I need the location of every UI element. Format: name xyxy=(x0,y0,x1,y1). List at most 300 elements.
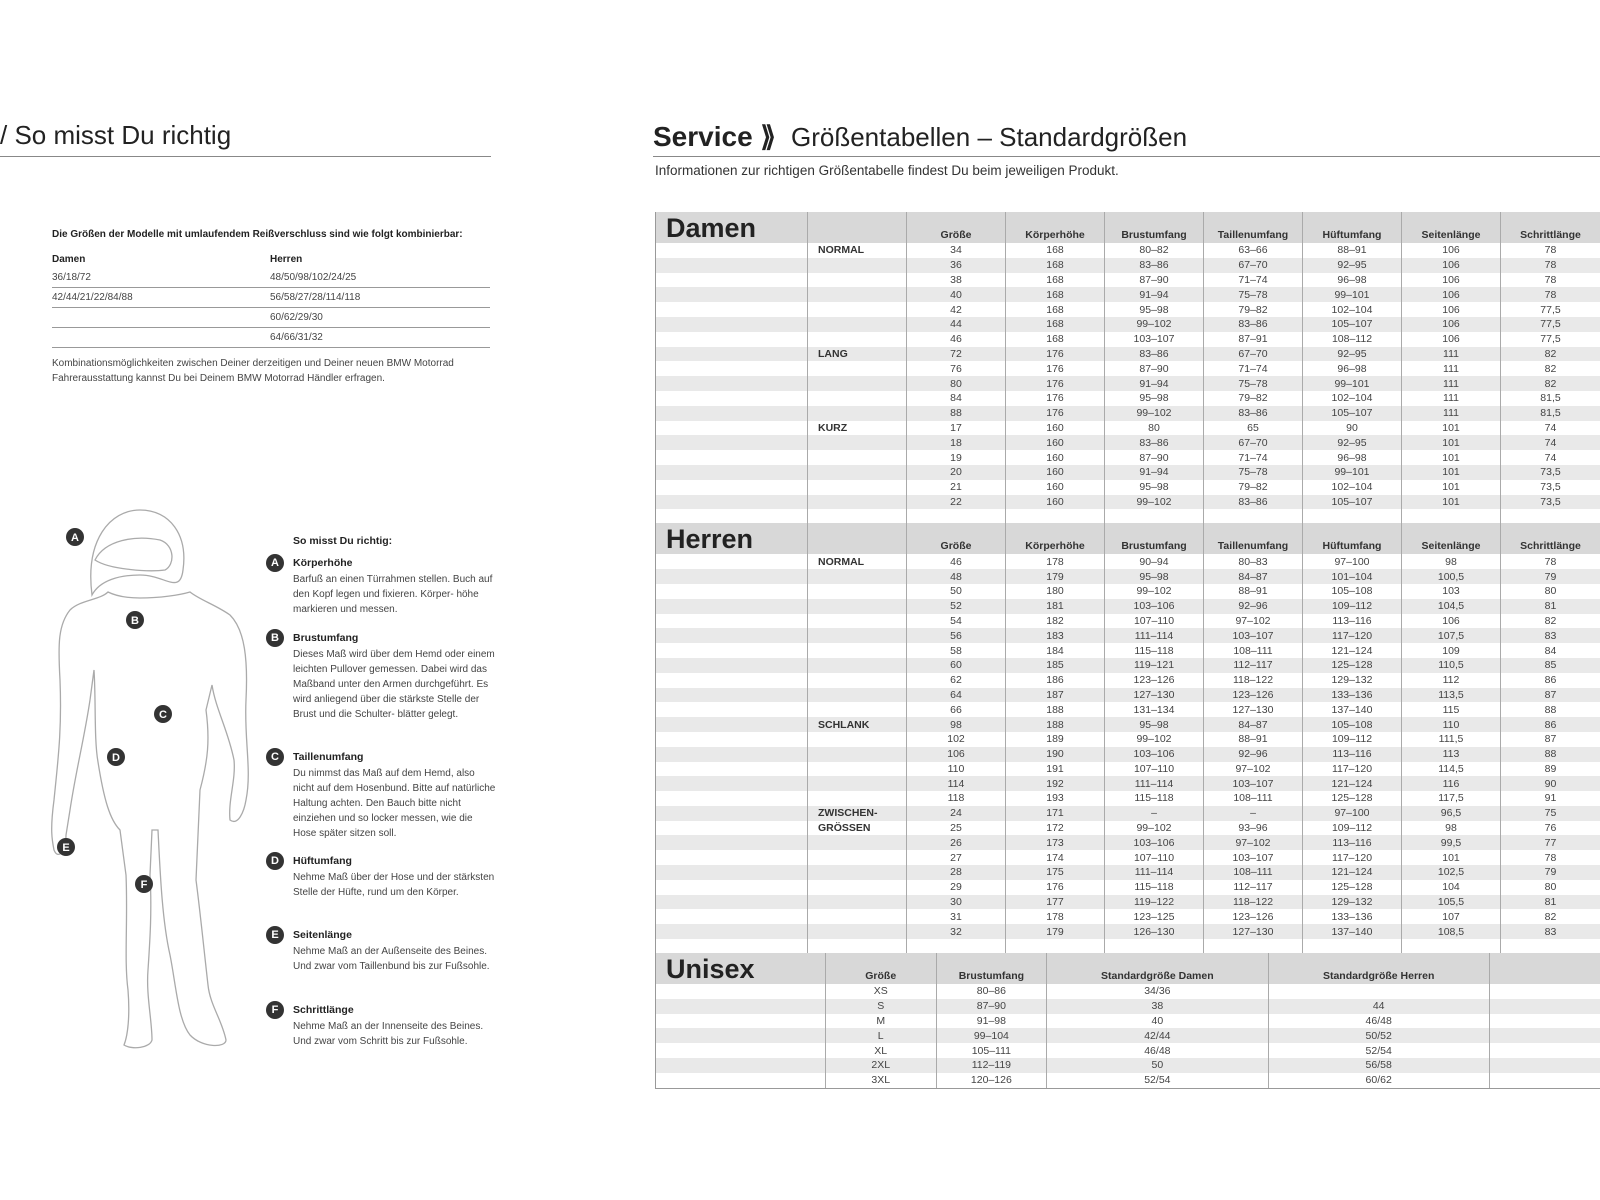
blank-cell xyxy=(656,302,808,317)
table-cell: 90 xyxy=(1303,421,1402,436)
table-cell: 105–108 xyxy=(1303,584,1402,599)
table-cell: 112–117 xyxy=(1204,658,1303,673)
table-cell: 99–104 xyxy=(936,1028,1047,1043)
blank-cell xyxy=(656,909,808,924)
blank-cell xyxy=(656,465,808,480)
group-label xyxy=(808,465,907,480)
blank-cell xyxy=(1303,939,1402,953)
table-cell: 38 xyxy=(1047,999,1268,1014)
table-cell: 99,5 xyxy=(1402,835,1501,850)
table-cell: 106 xyxy=(1402,332,1501,347)
table-cell: 80–83 xyxy=(1204,554,1303,569)
table-cell: 176 xyxy=(1006,391,1105,406)
table-cell: 75–78 xyxy=(1204,376,1303,391)
table-cell: 137–140 xyxy=(1303,702,1402,717)
table-row xyxy=(656,1073,1600,1088)
table-cell: 106 xyxy=(1402,258,1501,273)
table-row xyxy=(656,332,1600,347)
table-cell: 111 xyxy=(1402,376,1501,391)
table-cell: 18 xyxy=(907,435,1006,450)
table-cell: 174 xyxy=(1006,850,1105,865)
table-cell: 129–132 xyxy=(1303,673,1402,688)
group-label xyxy=(808,732,907,747)
table-cell: 168 xyxy=(1006,302,1105,317)
table-cell: 50/52 xyxy=(1268,1028,1489,1043)
blank-cell xyxy=(1489,984,1600,999)
table-cell: 102 xyxy=(907,732,1006,747)
column-header: Körperhöhe xyxy=(1006,212,1105,243)
table-cell: 107,5 xyxy=(1402,628,1501,643)
table-cell: 78 xyxy=(1501,273,1600,288)
group-label xyxy=(808,880,907,895)
table-cell: 176 xyxy=(1006,361,1105,376)
table-row xyxy=(656,391,1600,406)
table-cell: 104,5 xyxy=(1402,599,1501,614)
table-cell: 82 xyxy=(1501,347,1600,362)
table-row xyxy=(656,421,1600,436)
table-cell: 88–91 xyxy=(1303,243,1402,258)
table-cell: 102–104 xyxy=(1303,391,1402,406)
group-label xyxy=(808,569,907,584)
table-cell: 168 xyxy=(1006,273,1105,288)
table-cell: 183 xyxy=(1006,628,1105,643)
table-cell: 73,5 xyxy=(1501,480,1600,495)
blank-cell xyxy=(656,688,808,703)
table-cell: 125–128 xyxy=(1303,791,1402,806)
blank-cell xyxy=(656,421,808,436)
table-cell: 83 xyxy=(1501,924,1600,939)
table-row xyxy=(656,347,1600,362)
size-tables-info: Informationen zur richtigen Größentabelle findest Du beim jeweiligen Produkt. xyxy=(655,163,1119,178)
table-cell: 17 xyxy=(907,421,1006,436)
blank-cell xyxy=(656,643,808,658)
table-cell: 116 xyxy=(1402,776,1501,791)
table-cell: 32 xyxy=(907,924,1006,939)
table-cell: 24 xyxy=(907,806,1006,821)
table-cell: 89 xyxy=(1501,762,1600,777)
group-label xyxy=(808,361,907,376)
table-cell: 71–74 xyxy=(1204,273,1303,288)
table-cell: 73,5 xyxy=(1501,495,1600,510)
table-cell: 103–106 xyxy=(1105,835,1204,850)
table-row xyxy=(656,643,1600,658)
table-cell: 123–126 xyxy=(1204,688,1303,703)
table-row xyxy=(656,1028,1600,1043)
table-cell: 186 xyxy=(1006,673,1105,688)
column-header: Seitenlänge xyxy=(1402,523,1501,554)
table-cell: 79–82 xyxy=(1204,391,1303,406)
blank-cell xyxy=(656,895,808,910)
table-cell: 42/44 xyxy=(1047,1028,1268,1043)
table-cell: 168 xyxy=(1006,317,1105,332)
table-cell: 96–98 xyxy=(1303,361,1402,376)
group-label: LANG xyxy=(808,347,907,362)
measure-description: Dieses Maß wird über dem Hemd oder einem leichten Pullover gemessen. Dabei wird das Maßband unter den Armen durchgeführt. Es wird anliegend über die stärkste Stelle der Brust und die Schulter- blätter gelegt. xyxy=(293,649,495,720)
group-label xyxy=(808,762,907,777)
table-cell: 71–74 xyxy=(1204,450,1303,465)
blank-cell xyxy=(656,480,808,495)
table-row xyxy=(656,495,1600,510)
table-cell: 175 xyxy=(1006,865,1105,880)
table-cell: 84 xyxy=(1501,643,1600,658)
table-row xyxy=(656,376,1600,391)
table-cell: 111–114 xyxy=(1105,628,1204,643)
blank-cell xyxy=(656,391,808,406)
combo-heading: Die Größen der Modelle mit umlaufendem Reißverschluss sind wie folgt kombinierbar: xyxy=(52,229,463,240)
table-cell: 44 xyxy=(907,317,1006,332)
blank-cell xyxy=(656,880,808,895)
table-cell: 40 xyxy=(1047,1014,1268,1029)
table-cell: 90–94 xyxy=(1105,554,1204,569)
table-cell: 108–111 xyxy=(1204,791,1303,806)
table-cell: 106 xyxy=(1402,287,1501,302)
combo-cell xyxy=(52,308,270,328)
table-cell: 78 xyxy=(1501,243,1600,258)
table-cell: L xyxy=(825,1028,936,1043)
how-to-measure-heading: So misst Du richtig: xyxy=(293,535,393,547)
table-cell: 101 xyxy=(1402,850,1501,865)
table-cell: 82 xyxy=(1501,614,1600,629)
table-cell: 121–124 xyxy=(1303,865,1402,880)
table-cell: 20 xyxy=(907,465,1006,480)
table-cell: 117,5 xyxy=(1402,791,1501,806)
table-row xyxy=(656,984,1600,999)
column-header: Taillenumfang xyxy=(1204,212,1303,243)
blank-cell xyxy=(656,584,808,599)
table-cell: 97–100 xyxy=(1303,554,1402,569)
table-cell: 160 xyxy=(1006,421,1105,436)
table-cell: 58 xyxy=(907,643,1006,658)
table-cell: 79 xyxy=(1501,865,1600,880)
group-label xyxy=(808,317,907,332)
group-label xyxy=(808,495,907,510)
blank-cell xyxy=(656,554,808,569)
blank-cell xyxy=(907,509,1006,523)
table-cell: 72 xyxy=(907,347,1006,362)
group-label: GRÖSSEN xyxy=(808,821,907,836)
table-cell: 108–111 xyxy=(1204,865,1303,880)
table-cell: 77,5 xyxy=(1501,302,1600,317)
group-label xyxy=(808,776,907,791)
table-cell: 29 xyxy=(907,880,1006,895)
table-row xyxy=(656,243,1600,258)
table-cell: 92–95 xyxy=(1303,435,1402,450)
table-cell: 66 xyxy=(907,702,1006,717)
group-label xyxy=(808,273,907,288)
table-cell: 88–91 xyxy=(1204,584,1303,599)
table-cell: 185 xyxy=(1006,658,1105,673)
table-cell: 113–116 xyxy=(1303,835,1402,850)
table-row xyxy=(656,806,1600,821)
table-cell: 40 xyxy=(907,287,1006,302)
table-cell: 78 xyxy=(1501,287,1600,302)
blank-cell xyxy=(656,865,808,880)
table-cell: 119–122 xyxy=(1105,895,1204,910)
table-cell: 112 xyxy=(1402,673,1501,688)
table-cell: 102,5 xyxy=(1402,865,1501,880)
table-cell: 101–104 xyxy=(1303,569,1402,584)
body-outline-figure xyxy=(40,500,270,1080)
table-cell: 105,5 xyxy=(1402,895,1501,910)
table-cell: 54 xyxy=(907,614,1006,629)
table-cell: 176 xyxy=(1006,347,1105,362)
table-cell: 114 xyxy=(907,776,1006,791)
group-label xyxy=(808,909,907,924)
table-cell: 82 xyxy=(1501,361,1600,376)
table-bottom-rule xyxy=(655,1088,1600,1089)
table-cell: 123–126 xyxy=(1204,909,1303,924)
group-label xyxy=(808,643,907,658)
table-cell: 65 xyxy=(1204,421,1303,436)
table-cell: 92–96 xyxy=(1204,599,1303,614)
table-cell: 73,5 xyxy=(1501,465,1600,480)
damen-heading: Damen xyxy=(656,212,808,243)
table-cell: 106 xyxy=(907,747,1006,762)
combo-cell: 60/62/29/30 xyxy=(270,308,490,328)
figure-markers xyxy=(57,528,172,893)
blank-cell xyxy=(1501,509,1600,523)
table-cell: 176 xyxy=(1006,880,1105,895)
table-cell: 115–118 xyxy=(1105,791,1204,806)
table-cell: 115–118 xyxy=(1105,880,1204,895)
table-row xyxy=(656,361,1600,376)
blank-cell xyxy=(656,317,808,332)
table-cell: 127–130 xyxy=(1105,688,1204,703)
column-header: Größe xyxy=(907,212,1006,243)
table-cell: 74 xyxy=(1501,450,1600,465)
group-column-header xyxy=(808,212,907,243)
table-cell: 160 xyxy=(1006,480,1105,495)
table-cell: 88–91 xyxy=(1204,732,1303,747)
table-cell: 112–117 xyxy=(1204,880,1303,895)
table-cell: 192 xyxy=(1006,776,1105,791)
table-cell: 80–86 xyxy=(936,984,1047,999)
group-label xyxy=(808,599,907,614)
table-cell: 84 xyxy=(907,391,1006,406)
group-label xyxy=(808,895,907,910)
table-cell: 103–107 xyxy=(1204,776,1303,791)
table-row xyxy=(656,880,1600,895)
blank-cell xyxy=(1303,509,1402,523)
table-cell: S xyxy=(825,999,936,1014)
group-label xyxy=(808,450,907,465)
table-cell: 71–74 xyxy=(1204,361,1303,376)
table-row xyxy=(656,273,1600,288)
group-label xyxy=(808,391,907,406)
table-cell: 52 xyxy=(907,599,1006,614)
group-label xyxy=(808,332,907,347)
marker-a-badge: A xyxy=(266,554,284,572)
table-cell: 101 xyxy=(1402,465,1501,480)
measure-description: Nehme Maß über der Hose und der stärksten Stelle der Hüfte, rund um den Körper. xyxy=(293,872,495,898)
combo-cell: 56/58/27/28/114/118 xyxy=(270,288,490,308)
blank-cell xyxy=(656,569,808,584)
blank-cell xyxy=(656,850,808,865)
damen-size-table xyxy=(655,212,1600,523)
table-row xyxy=(656,406,1600,421)
table-cell: 106 xyxy=(1402,302,1501,317)
table-cell: 107–110 xyxy=(1105,850,1204,865)
table-cell: 78 xyxy=(1501,554,1600,569)
measure-description: Barfuß an einen Türrahmen stellen. Buch auf den Kopf legen und fixieren. Körper- höhe markieren und messen. xyxy=(293,574,493,615)
herren-size-table xyxy=(655,523,1600,953)
table-cell: 188 xyxy=(1006,717,1105,732)
table-cell: 78 xyxy=(1501,850,1600,865)
group-label: NORMAL xyxy=(808,243,907,258)
table-cell: 168 xyxy=(1006,258,1105,273)
table-cell: 97–102 xyxy=(1204,762,1303,777)
combo-header-herren: Herren xyxy=(270,253,303,265)
table-cell: 101 xyxy=(1402,435,1501,450)
blank-cell xyxy=(656,791,808,806)
marker-b-label: B xyxy=(131,615,139,627)
table-cell: 105–107 xyxy=(1303,317,1402,332)
blank-cell xyxy=(1489,999,1600,1014)
table-cell: 180 xyxy=(1006,584,1105,599)
table-cell: 103–106 xyxy=(1105,747,1204,762)
table-cell: 78 xyxy=(1501,258,1600,273)
table-cell: 102–104 xyxy=(1303,480,1402,495)
combo-cell: 48/50/98/102/24/25 xyxy=(270,268,490,288)
table-cell: XS xyxy=(825,984,936,999)
table-cell: 96–98 xyxy=(1303,273,1402,288)
table-cell: 75–78 xyxy=(1204,465,1303,480)
table-cell: 103–106 xyxy=(1105,599,1204,614)
table-cell: 83–86 xyxy=(1105,258,1204,273)
group-column-header xyxy=(808,523,907,554)
blank-cell xyxy=(1006,939,1105,953)
blank-cell xyxy=(656,347,808,362)
group-label xyxy=(808,406,907,421)
body-outline xyxy=(52,510,249,1048)
blank-cell xyxy=(656,287,808,302)
table-cell: 46/48 xyxy=(1047,1043,1268,1058)
table-cell: 176 xyxy=(1006,406,1105,421)
table-cell: 87–90 xyxy=(1105,273,1204,288)
table-cell: 98 xyxy=(1402,554,1501,569)
table-cell: 74 xyxy=(1501,435,1600,450)
group-label xyxy=(808,747,907,762)
table-cell: 83–86 xyxy=(1105,347,1204,362)
table-cell: – xyxy=(1204,806,1303,821)
table-row xyxy=(656,628,1600,643)
group-label xyxy=(808,688,907,703)
table-cell: 93–96 xyxy=(1204,821,1303,836)
table-cell: 125–128 xyxy=(1303,880,1402,895)
table-cell: 80 xyxy=(1105,421,1204,436)
marker-c-badge: C xyxy=(266,748,284,766)
blank-cell xyxy=(656,1014,826,1029)
herren-header-row xyxy=(656,523,1600,554)
service-label: Service ⟫ xyxy=(653,121,776,152)
table-cell: 63–66 xyxy=(1204,243,1303,258)
group-label xyxy=(808,258,907,273)
table-cell: 84–87 xyxy=(1204,569,1303,584)
table-row xyxy=(656,302,1600,317)
table-cell: M xyxy=(825,1014,936,1029)
table-cell: 75 xyxy=(1501,806,1600,821)
table-cell: 34 xyxy=(907,243,1006,258)
group-label xyxy=(808,480,907,495)
table-cell: 86 xyxy=(1501,673,1600,688)
table-cell: 87–90 xyxy=(936,999,1047,1014)
table-cell: 87 xyxy=(1501,732,1600,747)
page-title-left: / So misst Du richtig xyxy=(0,120,491,157)
column-header: Brustumfang xyxy=(936,953,1047,984)
table-cell: 84–87 xyxy=(1204,717,1303,732)
blank-cell xyxy=(1489,1014,1600,1029)
table-cell: 99–102 xyxy=(1105,317,1204,332)
table-cell: 91–94 xyxy=(1105,465,1204,480)
blank-cell xyxy=(656,243,808,258)
herren-heading: Herren xyxy=(656,523,808,554)
blank-cell xyxy=(1105,509,1204,523)
table-cell: 179 xyxy=(1006,924,1105,939)
table-row xyxy=(656,865,1600,880)
table-cell: 121–124 xyxy=(1303,776,1402,791)
marker-f-badge: F xyxy=(266,1001,284,1019)
table-cell: 107–110 xyxy=(1105,614,1204,629)
group-label xyxy=(808,302,907,317)
table-cell: 77,5 xyxy=(1501,317,1600,332)
table-cell: 83–86 xyxy=(1105,435,1204,450)
table-cell: 91–98 xyxy=(936,1014,1047,1029)
table-cell: 46 xyxy=(907,332,1006,347)
blank-cell xyxy=(656,717,808,732)
table-cell: 191 xyxy=(1006,762,1105,777)
table-cell: 103 xyxy=(1402,584,1501,599)
table-cell: 102–104 xyxy=(1303,302,1402,317)
table-cell: 106 xyxy=(1402,614,1501,629)
group-label xyxy=(808,614,907,629)
blank-cell xyxy=(656,258,808,273)
table-cell: 189 xyxy=(1006,732,1105,747)
table-cell: 126–130 xyxy=(1105,924,1204,939)
table-cell: 91–94 xyxy=(1105,376,1204,391)
table-cell: 81 xyxy=(1501,895,1600,910)
table-row xyxy=(656,554,1600,569)
table-cell: 115–118 xyxy=(1105,643,1204,658)
table-cell: 110,5 xyxy=(1402,658,1501,673)
table-cell: 48 xyxy=(907,569,1006,584)
table-cell: 178 xyxy=(1006,554,1105,569)
column-header: Hüftumfang xyxy=(1303,212,1402,243)
table-cell: 87–90 xyxy=(1105,361,1204,376)
table-cell: 99–101 xyxy=(1303,376,1402,391)
table-row xyxy=(656,702,1600,717)
blank-cell xyxy=(656,702,808,717)
column-header: Brustumfang xyxy=(1105,523,1204,554)
measure-description: Nehme Maß an der Außenseite des Beines. Und zwar vom Taillenbund bis zur Fußsohle. xyxy=(293,946,490,972)
table-cell: 111 xyxy=(1402,347,1501,362)
table-cell: 105–108 xyxy=(1303,717,1402,732)
table-cell: 127–130 xyxy=(1204,702,1303,717)
blank-cell xyxy=(656,806,808,821)
table-cell: 129–132 xyxy=(1303,895,1402,910)
table-cell: 50 xyxy=(907,584,1006,599)
page-title-right xyxy=(653,118,1600,157)
table-cell: 111–114 xyxy=(1105,865,1204,880)
table-cell: 99–102 xyxy=(1105,732,1204,747)
table-cell: 168 xyxy=(1006,287,1105,302)
table-cell: 176 xyxy=(1006,376,1105,391)
table-cell: 120–126 xyxy=(936,1073,1047,1088)
table-row xyxy=(656,924,1600,939)
blank-cell xyxy=(656,435,808,450)
table-cell: 90 xyxy=(1501,776,1600,791)
table-cell: 77 xyxy=(1501,835,1600,850)
table-cell: – xyxy=(1105,806,1204,821)
